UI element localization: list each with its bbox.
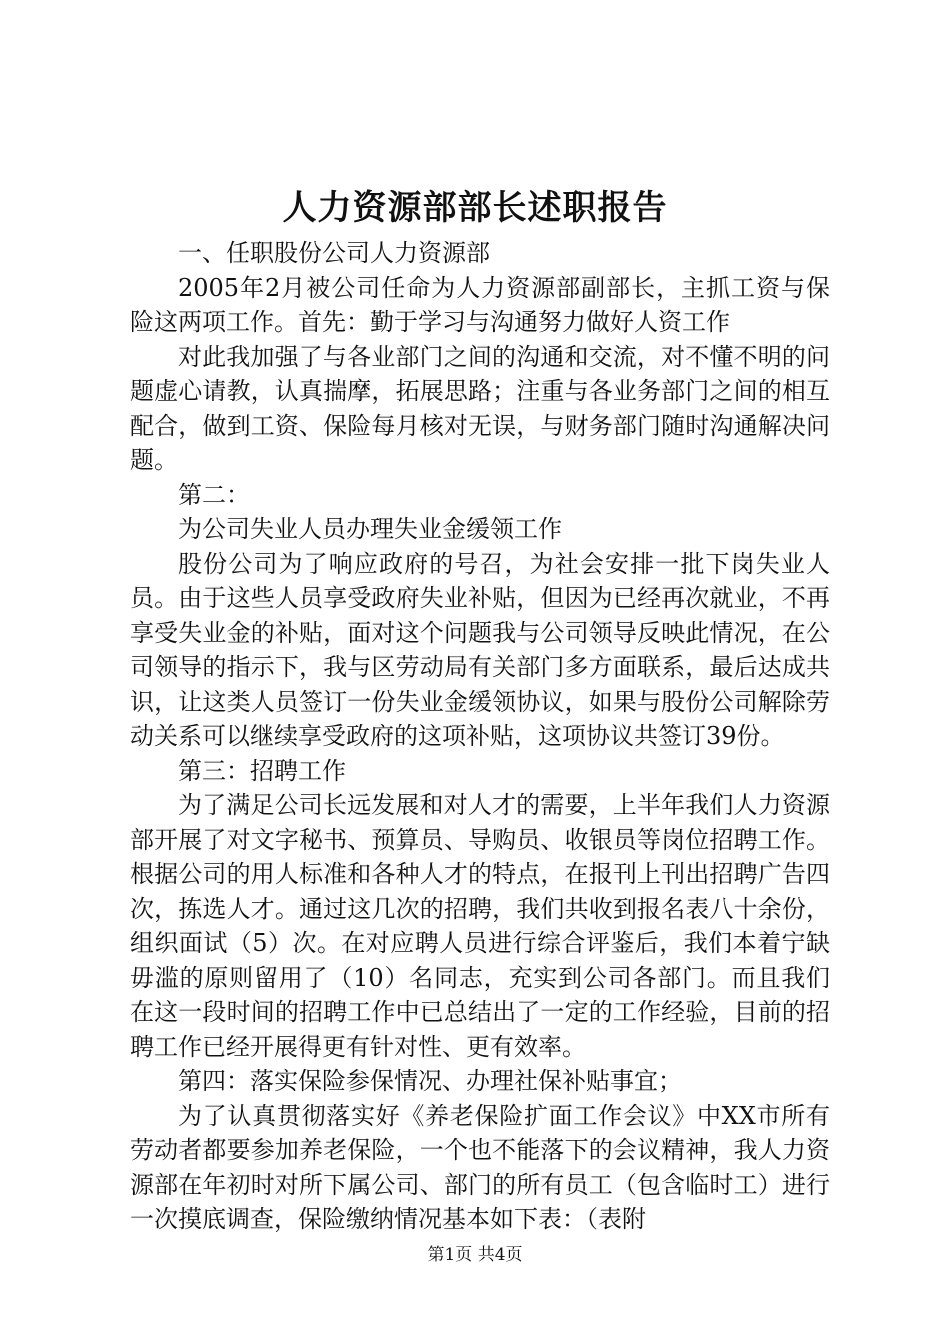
document-title: 人力资源部部长述职报告 — [282, 188, 668, 228]
page-footer: 第1页 共4页 — [427, 1245, 523, 1265]
paragraph: 股份公司为了响应政府的号召，为社会安排一批下岗失业人员。由于这些人员享受政府失业补贴，但因为已经再次就业，不再享受失业金的补贴，面对这个问题我与公司领导反映此情况，在公司领导的指示下，我与区劳动局有关部门多方面联系，最后达成共识，让这类人员签订一份失业金缓领协议，如果与股份公司解除劳动关系可以继续享受政府的这项补贴，这项协议共签订39份。 — [130, 549, 830, 750]
paragraph: 为了满足公司长远发展和对人才的需要，上半年我们人力资源部开展了对文字秘书、预算员、导购员、收银员等岗位招聘工作。根据公司的用人标准和各种人才的特点，在报刊上刊出招聘广告四次，拣选人才。通过这几次的招聘，我们共收到报名表八十余份，组织面试（5）次。在对应聘人员进行综合评鉴后，我们本着宁缺毋滥的原则留用了（10）名同志，充实到公司各部门。而且我们在这一段时间的招聘工作中已总结出了一定的工作经验，目前的招聘工作已经开展得更有针对性、更有效率。 — [130, 791, 830, 1061]
section-heading-2: 第二： — [178, 480, 250, 509]
section-heading-3: 第三：招聘工作 — [178, 756, 346, 785]
paragraph: 为了认真贯彻落实好《养老保险扩面工作会议》中XX市所有劳动者都要参加养老保险，一个也不能落下的会议精神，我人力资源部在年初时对所下属公司、部门的所有员工（包含临时工）进行一次摸底调查，保险缴纳情况基本如下表：（表附 — [130, 1101, 830, 1233]
section-heading-4: 第四：落实保险参保情况、办理社保补贴事宜； — [178, 1067, 682, 1095]
section-heading-1: 一、任职股份公司人力资源部 — [178, 239, 490, 267]
section-subheading-2: 为公司失业人员办理失业金缓领工作 — [178, 515, 562, 543]
paragraph: 对此我加强了与各业部门之间的沟通和交流，对不懂不明的问题虚心请教，认真揣摩，拓展思路；注重与各业务部门之间的相互配合，做到工资、保险每月核对无误，与财务部门随时沟通解决问题。 — [130, 342, 830, 474]
paragraph: 2005年2月被公司任命为人力资源部副部长，主抓工资与保险这两项工作。首先：勤于学习与沟通努力做好人资工作 — [130, 273, 830, 336]
document-body — [130, 236, 830, 1237]
